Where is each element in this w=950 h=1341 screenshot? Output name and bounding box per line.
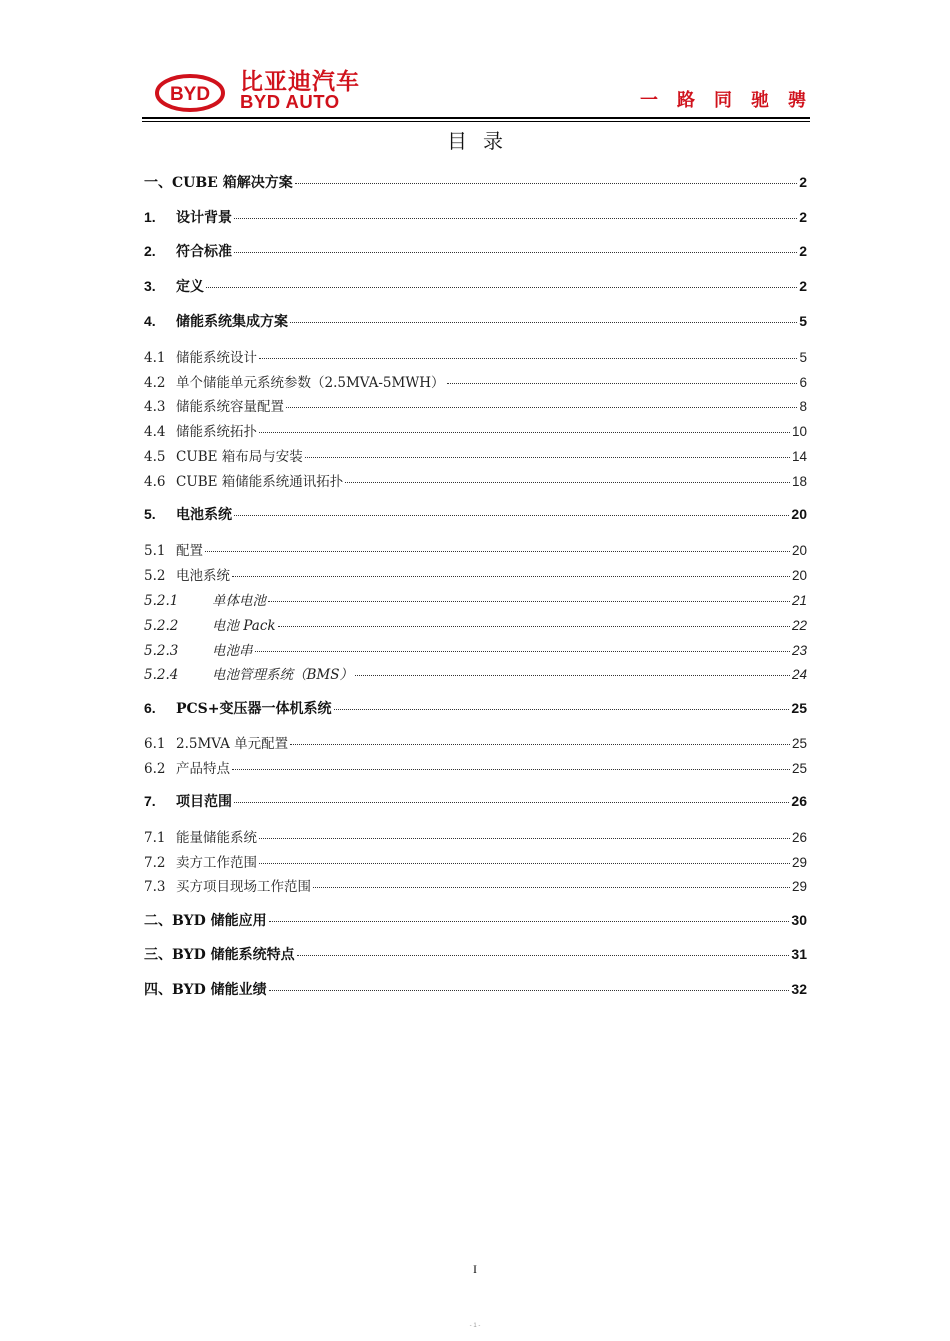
toc-dot-leader bbox=[259, 358, 797, 359]
toc-dot-leader bbox=[206, 287, 797, 288]
toc-entry-page: 22 bbox=[791, 618, 807, 633]
toc-entry-page: 2 bbox=[799, 243, 807, 259]
toc-entry-page: 26 bbox=[791, 793, 807, 809]
toc-dot-leader bbox=[297, 955, 790, 956]
toc-entry[interactable] bbox=[144, 311, 807, 331]
toc-entry-page: 5 bbox=[799, 313, 807, 329]
toc-entry-page: 2 bbox=[799, 278, 807, 294]
toc-entry[interactable] bbox=[144, 564, 807, 584]
toc-entry[interactable] bbox=[144, 395, 807, 415]
toc-dot-leader bbox=[268, 601, 790, 602]
header-slogan: 一路同驰骋 bbox=[640, 90, 825, 111]
toc-entry-text: 设计背景 bbox=[176, 210, 232, 226]
toc-entry-number: 二、 bbox=[144, 912, 172, 928]
toc-dot-leader bbox=[345, 482, 790, 483]
toc-entry[interactable] bbox=[144, 944, 807, 964]
toc-entry-number: 5.2.2 bbox=[144, 618, 179, 634]
toc-entry-text: 储能系统拓扑 bbox=[176, 424, 257, 440]
toc-entry-text: 2.5MVA 单元配置 bbox=[176, 736, 289, 752]
toc-entry-number: 四、 bbox=[144, 981, 172, 997]
toc-entry-number: 1. bbox=[144, 209, 156, 225]
svg-text:BYD: BYD bbox=[169, 84, 211, 105]
toc-entry-page: 10 bbox=[791, 424, 807, 439]
toc-entry-text: BYD 储能应用 bbox=[172, 913, 267, 929]
toc-entry-number: 4.6 bbox=[144, 474, 166, 490]
toc-entry[interactable] bbox=[144, 757, 807, 777]
toc-dot-leader bbox=[295, 183, 797, 184]
toc-entry-number: 6.2 bbox=[144, 761, 166, 777]
toc-entry-number: 2. bbox=[144, 243, 156, 259]
toc-dot-leader bbox=[255, 651, 790, 652]
toc-entry-number: 5.2.4 bbox=[144, 667, 179, 683]
toc-dot-leader bbox=[234, 218, 797, 219]
toc-entry-text: 电池系统 bbox=[176, 507, 232, 523]
toc-entry-text: 单个储能单元系统参数（2.5MVA-5MWH） bbox=[176, 375, 445, 391]
toc-entry-number: 5.1 bbox=[144, 543, 166, 559]
toc-entry-number: 7. bbox=[144, 793, 156, 809]
toc-entry-page: 20 bbox=[791, 543, 807, 558]
toc-entry-text: CUBE 箱布局与安装 bbox=[176, 449, 303, 465]
toc-entry[interactable] bbox=[144, 663, 807, 683]
toc-entry-text: 电池系统 bbox=[176, 568, 230, 584]
toc-entry-number: 3. bbox=[144, 278, 156, 294]
toc-entry[interactable] bbox=[144, 241, 807, 261]
page-number: I bbox=[473, 1262, 477, 1276]
toc-entry[interactable] bbox=[144, 445, 807, 465]
toc-title: 目录 bbox=[447, 129, 519, 153]
toc-dot-leader bbox=[355, 675, 790, 676]
toc-entry-page: 14 bbox=[791, 449, 807, 464]
toc-entry-page: 20 bbox=[791, 506, 807, 522]
toc-dot-leader bbox=[232, 576, 790, 577]
toc-dot-leader bbox=[205, 551, 790, 552]
toc-entry-number: 一、 bbox=[144, 174, 172, 190]
byd-logo-icon bbox=[154, 73, 226, 113]
toc-dot-leader bbox=[290, 744, 790, 745]
page-header bbox=[142, 68, 825, 120]
toc-entry-page: 5 bbox=[799, 350, 807, 365]
toc-entry[interactable] bbox=[144, 207, 807, 227]
toc-entry[interactable] bbox=[144, 791, 807, 811]
toc-entry-text: 单体电池 bbox=[212, 593, 266, 609]
toc-entry-number: 7.1 bbox=[144, 830, 166, 846]
toc-entry[interactable] bbox=[144, 639, 807, 659]
toc-entry-number: 4.2 bbox=[144, 375, 166, 391]
toc-dot-leader bbox=[234, 252, 797, 253]
toc-dot-leader bbox=[286, 407, 797, 408]
toc-dot-leader bbox=[447, 383, 798, 384]
toc-entry-text: 定义 bbox=[176, 279, 204, 295]
toc-entry[interactable] bbox=[144, 172, 807, 192]
toc-entry-number: 7.3 bbox=[144, 879, 166, 895]
toc-entry[interactable] bbox=[144, 875, 807, 895]
toc-dot-leader bbox=[290, 322, 797, 323]
toc-entry-number: 5.2 bbox=[144, 568, 166, 584]
toc-entry[interactable] bbox=[144, 276, 807, 296]
toc-entry-text: BYD 储能业绩 bbox=[172, 982, 267, 998]
toc-entry-page: 26 bbox=[791, 830, 807, 845]
brand-name-chinese: 比亚迪汽车 bbox=[240, 69, 360, 95]
toc-entry-text: 卖方工作范围 bbox=[176, 855, 257, 871]
toc-entry-page: 6 bbox=[799, 375, 807, 390]
toc-entry-page: 2 bbox=[799, 209, 807, 225]
toc-entry[interactable] bbox=[144, 346, 807, 366]
toc-entry-page: 29 bbox=[791, 879, 807, 894]
toc-entry-number: 5. bbox=[144, 506, 156, 522]
toc-entry-page: 24 bbox=[791, 667, 807, 682]
toc-entry[interactable] bbox=[144, 589, 807, 609]
toc-entry-text: 产品特点 bbox=[176, 761, 230, 777]
toc-entry-number: 5.2.1 bbox=[144, 593, 179, 609]
toc-entry-page: 8 bbox=[799, 399, 807, 414]
toc-entry[interactable] bbox=[144, 539, 807, 559]
toc-entry-text: 储能系统容量配置 bbox=[176, 399, 284, 415]
toc-entry[interactable] bbox=[144, 371, 807, 391]
toc-entry-number: 7.2 bbox=[144, 855, 166, 871]
toc-dot-leader bbox=[232, 769, 790, 770]
toc-entry-number: 6.1 bbox=[144, 736, 166, 752]
toc-entry-page: 2 bbox=[799, 174, 807, 190]
toc-entry-text: CUBE 箱储能系统通讯拓扑 bbox=[176, 474, 344, 490]
footer-mark: - 1 - bbox=[469, 1323, 481, 1329]
toc-entry[interactable] bbox=[144, 470, 807, 490]
toc-entry-text: 项目范围 bbox=[176, 794, 232, 810]
toc-dot-leader bbox=[259, 863, 790, 864]
toc-entry-page: 25 bbox=[791, 761, 807, 776]
toc-dot-leader bbox=[259, 432, 790, 433]
toc-entry-page: 20 bbox=[791, 568, 807, 583]
toc-entry-page: 29 bbox=[791, 855, 807, 870]
toc-entry-number: 4.5 bbox=[144, 449, 166, 465]
toc-entry-page: 30 bbox=[791, 912, 807, 928]
toc-entry[interactable] bbox=[144, 698, 807, 718]
toc-entry[interactable] bbox=[144, 614, 807, 634]
toc-entry[interactable] bbox=[144, 851, 807, 871]
toc-entry-text: 电池管理系统（BMS） bbox=[212, 667, 353, 683]
toc-entry-page: 18 bbox=[791, 474, 807, 489]
toc-entry-page: 32 bbox=[791, 981, 807, 997]
toc-dot-leader bbox=[313, 887, 790, 888]
toc-dot-leader bbox=[269, 990, 790, 991]
toc-entry-page: 23 bbox=[791, 643, 807, 658]
toc-entry-text: 储能系统集成方案 bbox=[176, 314, 288, 330]
toc-dot-leader bbox=[269, 921, 790, 922]
toc-entry-text: CUBE 箱解决方案 bbox=[172, 175, 293, 191]
toc-dot-leader bbox=[334, 709, 790, 710]
toc-entry[interactable] bbox=[144, 979, 807, 999]
toc-entry-text: 电池 Pack bbox=[212, 618, 276, 634]
toc-entry-number: 4.4 bbox=[144, 424, 166, 440]
toc-entry-number: 4.1 bbox=[144, 350, 166, 366]
toc-entry-page: 21 bbox=[791, 593, 807, 608]
toc-entry[interactable] bbox=[144, 504, 807, 524]
toc-entry-text: BYD 储能系统特点 bbox=[172, 947, 295, 963]
toc-entry-number: 6. bbox=[144, 700, 156, 716]
header-divider bbox=[142, 117, 810, 122]
toc-entry-text: 能量储能系统 bbox=[176, 830, 257, 846]
toc-entry-text: 配置 bbox=[176, 543, 203, 559]
toc-entry[interactable] bbox=[144, 420, 807, 440]
toc-dot-leader bbox=[305, 457, 790, 458]
toc-entry-text: 买方项目现场工作范围 bbox=[176, 879, 311, 895]
toc-entry-text: PCS+变压器一体机系统 bbox=[176, 701, 332, 717]
toc-dot-leader bbox=[234, 515, 789, 516]
toc-dot-leader bbox=[259, 838, 790, 839]
toc-entry[interactable] bbox=[144, 732, 807, 752]
toc-entry[interactable] bbox=[144, 910, 807, 930]
brand-name-english: BYD AUTO bbox=[240, 91, 340, 112]
toc-entry-number: 4.3 bbox=[144, 399, 166, 415]
toc-entry-number: 三、 bbox=[144, 946, 172, 962]
toc-entry-page: 31 bbox=[791, 946, 807, 962]
toc-dot-leader bbox=[278, 626, 790, 627]
toc-entry-text: 电池串 bbox=[212, 643, 253, 659]
toc-entry-number: 4. bbox=[144, 313, 156, 329]
toc-dot-leader bbox=[234, 802, 789, 803]
toc-entry-page: 25 bbox=[791, 736, 807, 751]
toc-entry[interactable] bbox=[144, 826, 807, 846]
toc-entry-text: 储能系统设计 bbox=[176, 350, 257, 366]
toc-entry-number: 5.2.3 bbox=[144, 643, 179, 659]
toc-entry-page: 25 bbox=[791, 700, 807, 716]
toc-entry-text: 符合标准 bbox=[176, 244, 232, 260]
